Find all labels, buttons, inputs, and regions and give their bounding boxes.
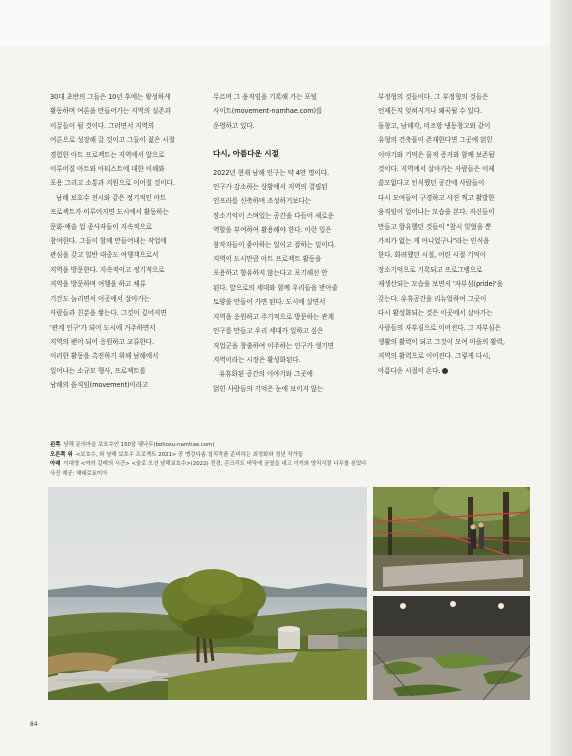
caption-label: 아래 [50, 461, 61, 467]
page-binding-edge [550, 0, 572, 756]
caption-line [50, 460, 530, 470]
paragraph-text: 부정형의 것들이다. 그 부정형의 것들은 언제든지 잊혀지거나 왜곡될 수 있다. 돌창고, 남해각, 미조항 냉동창고와 같이 유형의 건축물이 존재한다면 그곳에 얽힌 이야기와 기억은 물적 증거와 함께 보존될 것이다. 지역에서 살아가는 사람들은 이제 쓸모없다고 인식했던 공간에 사람들이 다시 모여들어 구경하고 사진 찍고 활발한 움직임이 일어나는 모습을 본다. 자신들이 만들고 향유했던 것들이 "참시 잊혔을 뿐 가치가 없는 게 아니었구나"라는 인식을 한다. 화려했던 시절, 어린 시절 기억이 장소기억으로 기록되고 프로그램으로 재생산되는 모습을 보면서 '자부심(pride)'을 갖는다. 유휴공간을 리뉴얼하여 그곳이 다시 활성화되는 것은 이곳에서 살아가는 사람들의 자부심으로 이어진다. 그 자부심은 생활의 활력이 되고 그것이 모여 마을의 활력, 지역의 활력으로 이어진다. 그렇게 다시, 아름다운 시절이 온다. [378, 93, 505, 375]
page-number: 84 [30, 721, 38, 728]
caption-line [50, 451, 530, 461]
photo-captions [50, 441, 530, 479]
caption-text: 사진 제공: 해태로토미아 [50, 470, 108, 477]
text-column-1 [50, 90, 200, 393]
paragraph: 무르며 그 움직임을 기록해 가는 포털 사이트(movement-namhae.com)를 운영하고 있다. [213, 93, 323, 130]
caption-label: 오른쪽 위 [50, 451, 73, 458]
text-column-2 [213, 90, 363, 396]
caption-line [50, 441, 530, 451]
photo-village-tree-image [48, 487, 367, 700]
paragraph [378, 90, 528, 378]
end-mark-icon [442, 368, 448, 374]
page-top-margin [0, 0, 572, 46]
photo-moss-installation-image [373, 596, 530, 700]
paragraph: 30대 초반의 그들은 10년 후에는 왕성하게 활동하며 여론을 만들어가는 지역의 실존과 이끌들이 될 것이다. 그러면서 지역의 어른으로 성장해 갈 것이고 그들이 젊은 시절 경험한 아트 프로젝트는 지역에서 앞으로 이루어질 아트와 아티스트에 대한 이해와 포용 그리고 소통과 지원으로 이어질 것이다. [50, 93, 175, 188]
caption-text: <보호수, 와 남해 보호수 프로젝트 2021> 중 맹강다솜 설치작품 준비하는 최정화와 청년 작가들 [75, 451, 304, 458]
photo-forest-installation-image [373, 487, 530, 591]
photo-moss-installation [373, 596, 530, 700]
caption-text: 이대영 <여러 갈래의 시간> <술로 모션 남해보호수>(2022) 전경, 콘크리트 바닥에 균열을 내고 이끼와 양치식물 나무를 심었다 [63, 461, 367, 467]
paragraph: 2022년 현재 남해 인구는 약 4만 명이다. 인구가 감소하는 상황에서 지역의 결핍된 인프라를 신축하며 조성하기보다는 장소기억이 스며있는 공간을 다듬어 새로운 역할을 부여하여 활용해야 한다. 이런 일은 창작자들이 좋아하는 일이고 잘하는 일이다. 지역이 도시만큼 아트 프로젝트 활동을 포용하고 향유하지 않는다고 포기해선 안 된다. 앞으로의 세대와 함께 우리들을 받아줄 토양을 만들어 가면 된다. 도시에 살면서 지역을 응원하고 주기적으로 방문하는 관계 인구를 만들고 우리 세대가 일하고 싶은 직업군을 창출하여 이주하는 인구가 생기면 지역이라는 시장은 활성화된다. [213, 168, 338, 364]
caption-credit [50, 470, 530, 480]
paragraph: 남해 보호수 전시와 같은 정기적인 아트 프로젝트가 이루어지면 도시에서 활동하는 문화·예술 업 종사자들이 지속적으로 참여한다. 그들이 함께 만들어내는 작업에 관심을 갖고 일반 대중도 여행객으로서 지역을 방문한다. 지속적이고 정기적으로 지역을 방문하며 여행을 하고 체류 기간도 늘리면서 이곳에서 살아가는 사람들과 친분을 쌓는다. 그것이 깊어지면 '관계 인구'가 되어 도시에 거주하면서 지역의 팬이 되어 응원하고 교류한다. 이러한 활동을 촉진하기 위해 남해에서 일어나는 소규모 행사, 프로젝트를 남해의 움직임(movement)이라고 [50, 193, 169, 390]
photo-village-tree [48, 487, 367, 700]
section-heading: 다시, 아름다운 시절 [213, 149, 279, 159]
paragraph: 유휴화된 공간의 이야기와 그곳에 얽힌 사람들의 기억은 눈에 보이지 않는 [213, 370, 324, 393]
photo-forest-installation [373, 487, 530, 591]
text-column-3 [378, 90, 528, 378]
caption-text: 남해 문의마을 보호수인 150살 팽나무(bohosu-namhae.com) [63, 442, 215, 448]
caption-label: 왼쪽 [50, 442, 61, 448]
